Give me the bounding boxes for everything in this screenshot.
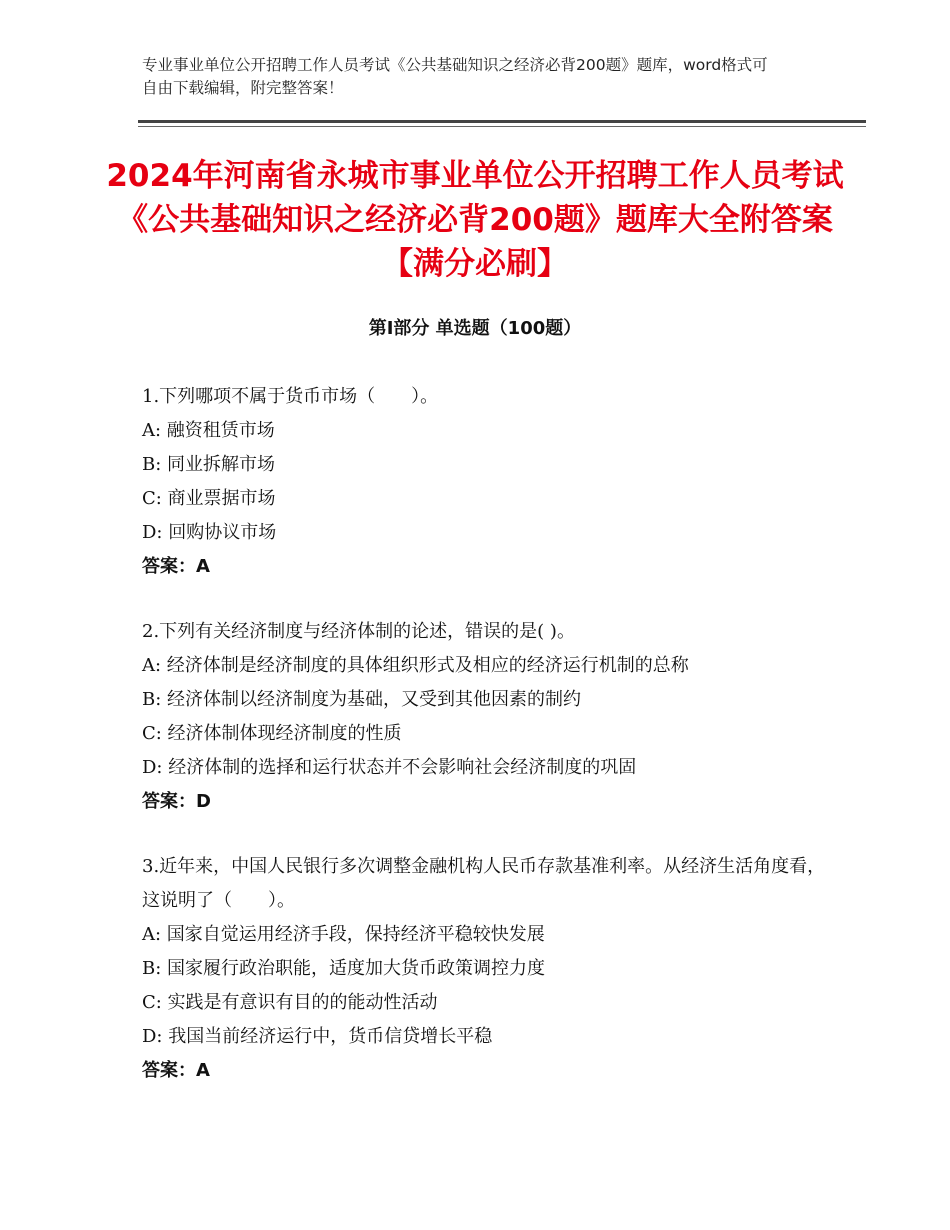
option-c: C: 实践是有意识有目的的能动性活动	[142, 992, 438, 1013]
option-c: C: 商业票据市场	[142, 488, 276, 509]
option-c: C: 经济体制体现经济制度的性质	[142, 723, 402, 744]
option-d: D: 我国当前经济运行中，货币信贷增长平稳	[142, 1026, 493, 1047]
option-a: A: 经济体制是经济制度的具体组织形式及相应的经济运行机制的总称	[142, 655, 689, 676]
question-1	[142, 380, 842, 584]
option-b: B: 经济体制以经济制度为基础，又受到其他因素的制约	[142, 689, 582, 710]
document-title: 2024年河南省永城市事业单位公开招聘工作人员考试《公共基础知识之经济必背200题》题库大全附答案【满分必刷】	[106, 158, 844, 282]
header-note: 专业事业单位公开招聘工作人员考试《公共基础知识之经济必背200题》题库，word格式可自由下载编辑，附完整答案！	[142, 56, 768, 97]
answer-label: 答案：A	[142, 556, 210, 577]
option-d: D: 经济体制的选择和运行状态并不会影响社会经济制度的巩固	[142, 757, 637, 778]
question-stem: 2.下列有关经济制度与经济体制的论述，错误的是( )。	[142, 621, 575, 642]
header-divider-thick	[138, 120, 866, 123]
option-b: B: 国家履行政治职能，适度加大货币政策调控力度	[142, 958, 546, 979]
question-2	[142, 615, 842, 819]
question-3	[142, 850, 842, 1088]
answer-label: 答案：D	[142, 791, 211, 812]
question-list	[142, 380, 842, 1119]
answer-label: 答案：A	[142, 1060, 210, 1081]
option-b: B: 同业拆解市场	[142, 454, 276, 475]
question-stem: 1.下列哪项不属于货币市场（ ）。	[142, 386, 439, 407]
section-title: 第Ⅰ部分 单选题（100题）	[368, 318, 582, 339]
header-divider-thin	[138, 126, 866, 127]
option-a: A: 国家自觉运用经济手段，保持经济平稳较快发展	[142, 924, 545, 945]
option-d: D: 回购协议市场	[142, 522, 277, 543]
question-stem: 3.近年来，中国人民银行多次调整金融机构人民币存款基准利率。从经济生活角度看，这说明了（ ）。	[142, 856, 826, 911]
option-a: A: 融资租赁市场	[142, 420, 275, 441]
